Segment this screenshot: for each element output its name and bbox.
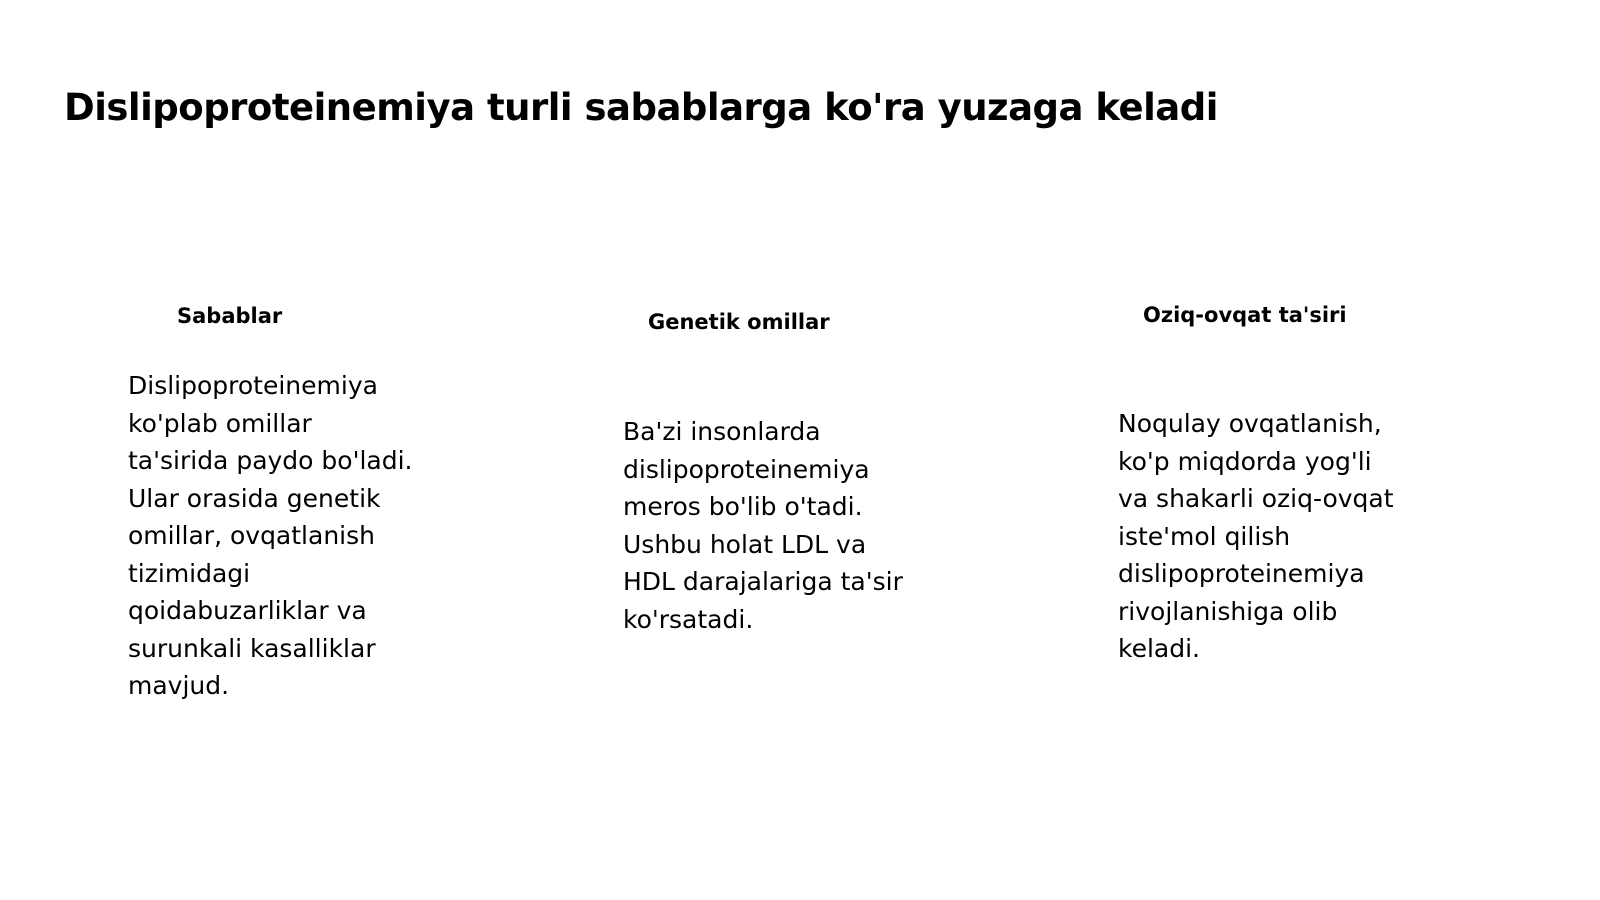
heading-oziq-ovqat-tasiri: Oziq-ovqat ta'siri [1143,303,1347,327]
heading-genetik-omillar: Genetik omillar [648,310,830,334]
body-sabablar: Dislipoproteinemiya ko'plab omillar ta'sirida paydo bo'ladi. Ular orasida genetik omillar, ovqatlanish tizimidagi qoidabuzarliklar va surunkali kasalliklar mavjud. [128,371,413,700]
body-genetik-omillar: Ba'zi insonlarda dislipoproteinemiya meros bo'lib o'tadi. Ushbu holat LDL va HDL darajalariga ta'sir ko'rsatadi. [623,417,903,634]
body-oziq-ovqat-tasiri: Noqulay ovqatlanish, ko'p miqdorda yog'li va shakarli oziq-ovqat iste'mol qilish dislipoproteinemiya rivojlanishiga olib keladi. [1118,409,1394,663]
heading-sabablar: Sabablar [177,304,283,328]
slide-title: Dislipoproteinemiya turli sabablarga ko'ra yuzaga keladi [64,86,1218,129]
